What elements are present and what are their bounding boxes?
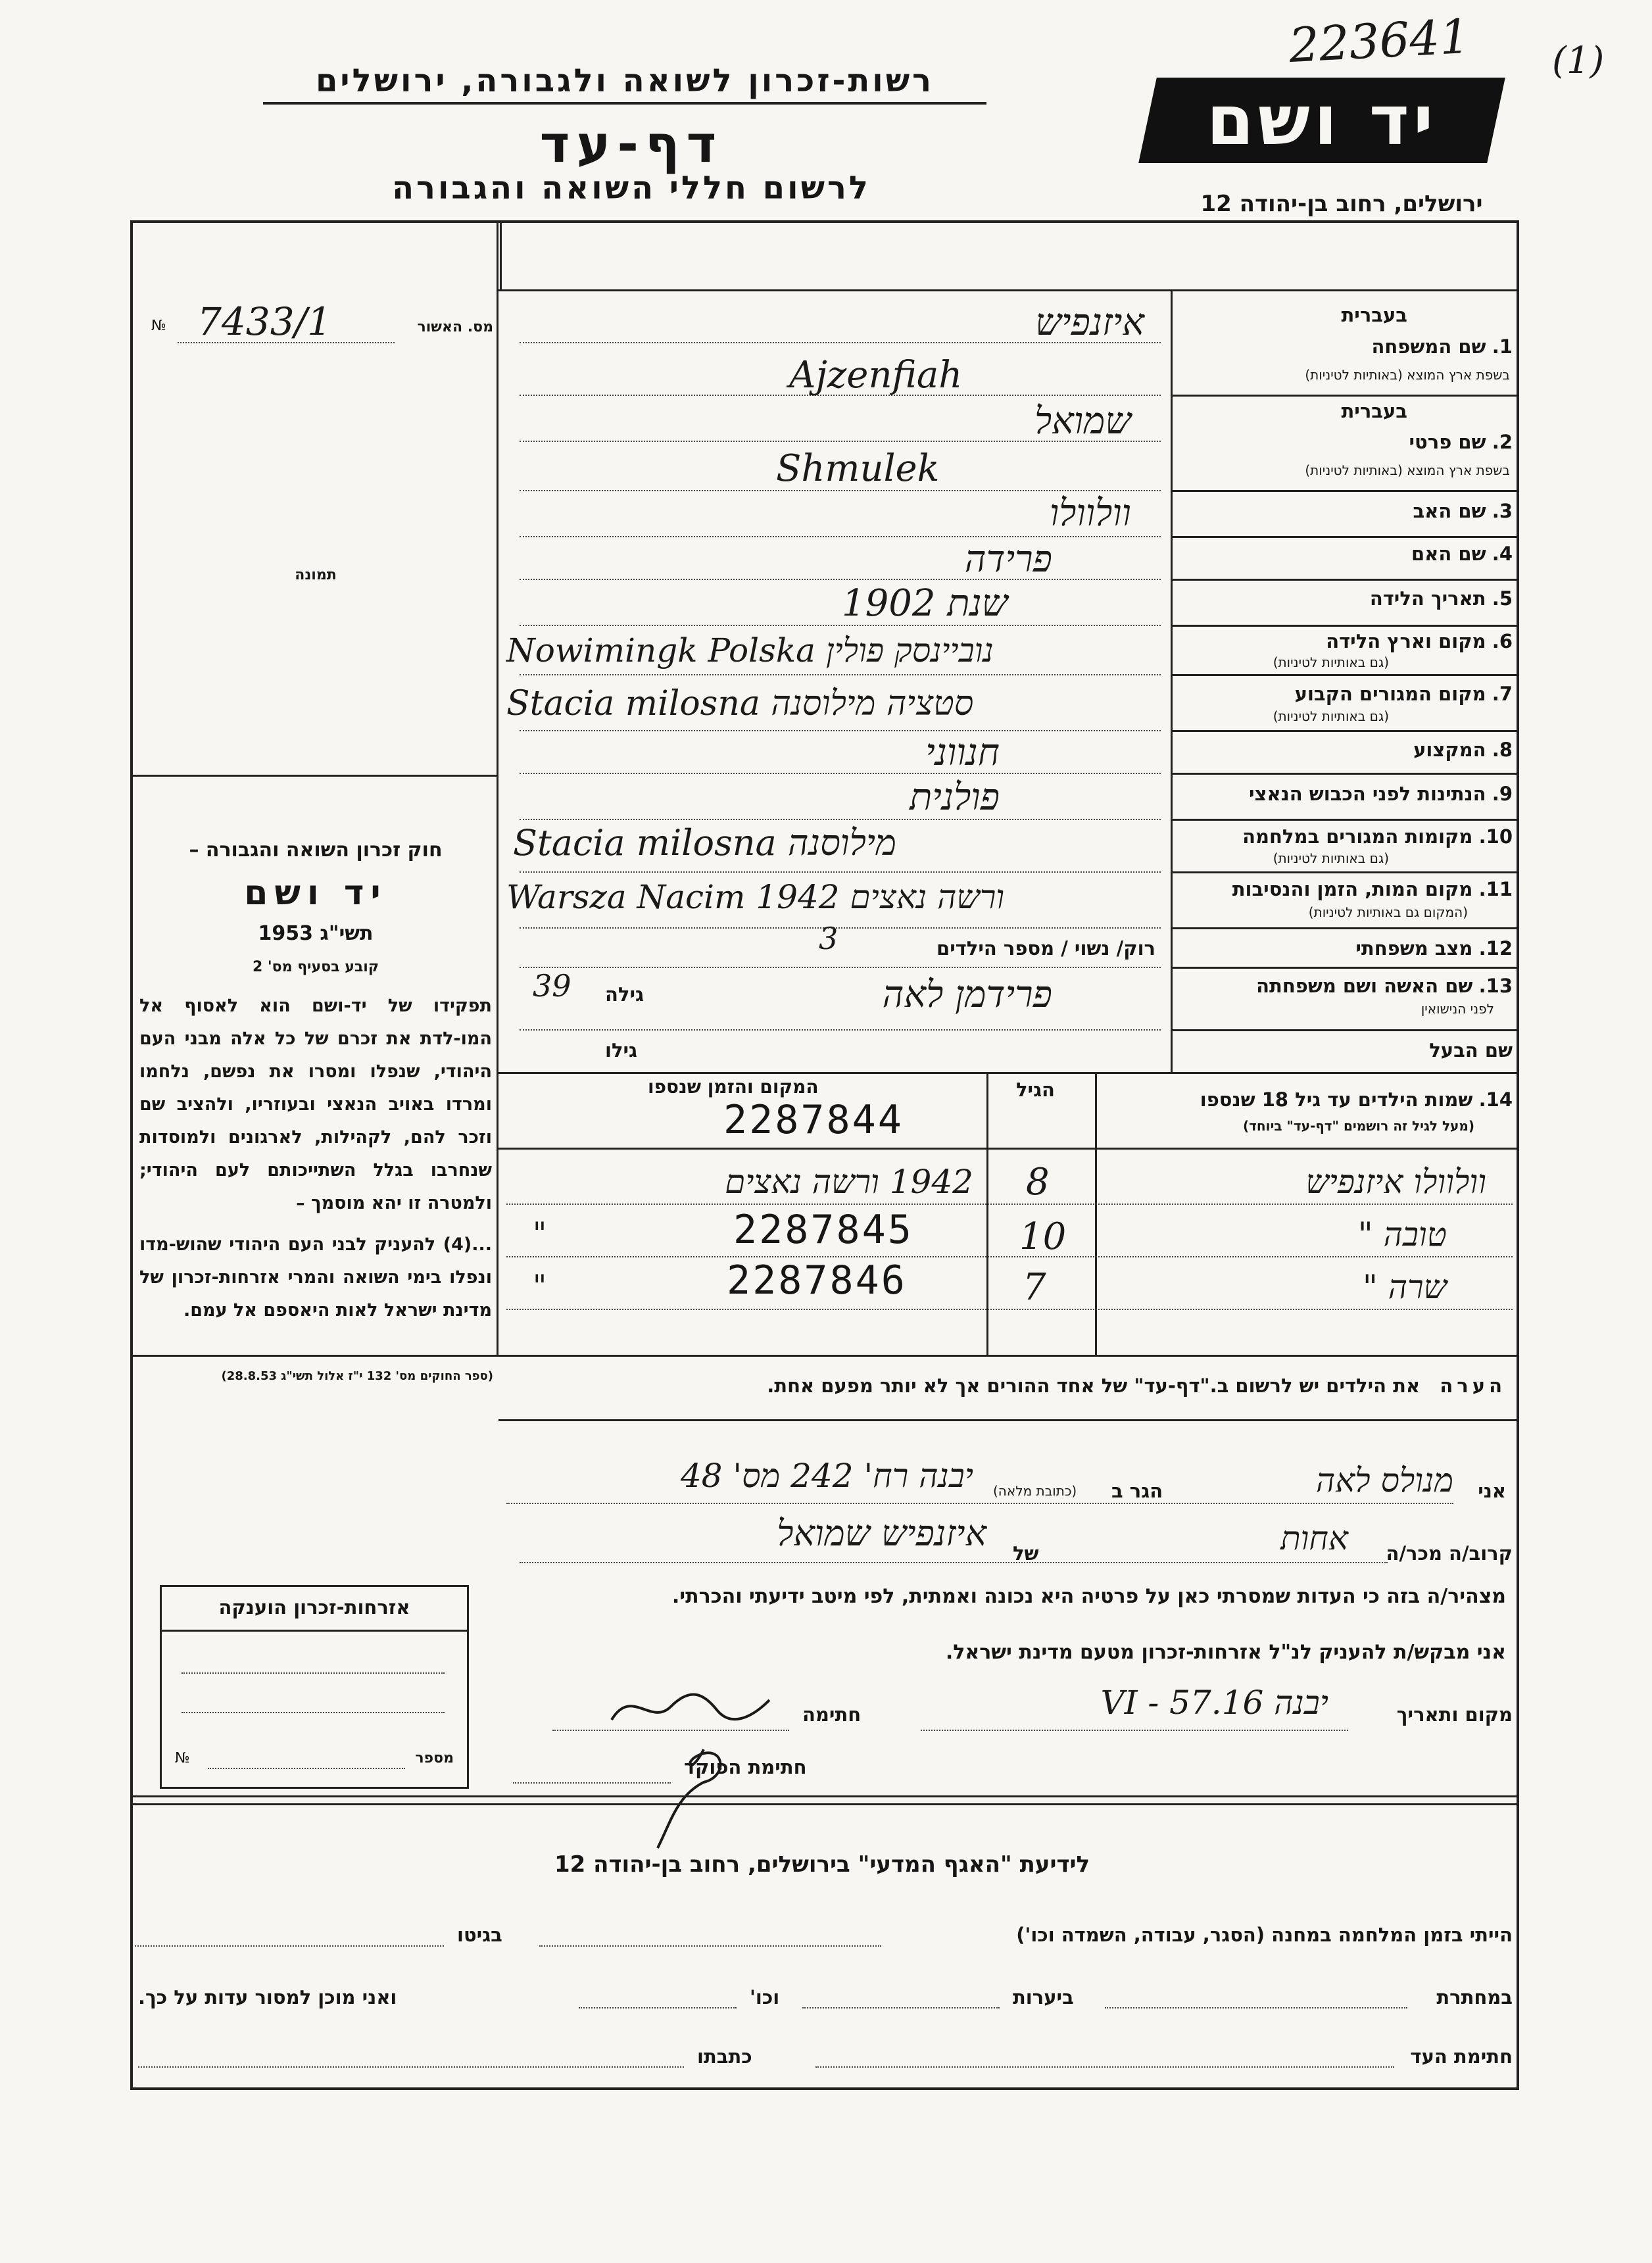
children-dotline-1	[506, 1204, 1513, 1205]
page-marker: (1)	[1552, 39, 1605, 82]
decl-dotline-1	[506, 1503, 1453, 1504]
citizenship-number-label: מספר	[415, 1750, 454, 1766]
field-11-label: 11. מקום המות, הזמן והנסיבות	[1232, 878, 1513, 900]
note-label: הערה	[1440, 1375, 1506, 1397]
photo-box-bottom	[130, 775, 498, 777]
field-4-label: 4. שם האם	[1411, 543, 1513, 565]
children-dotline-2	[506, 1256, 1513, 1257]
child-1-age: 8	[1026, 1161, 1050, 1204]
value-label-divider	[1171, 289, 1173, 1072]
citizenship-box-title: אזרחות-זכרון הוענקה	[218, 1596, 410, 1618]
footer-line1-b: בגיטו	[457, 1924, 502, 1946]
dotline-12	[520, 967, 1161, 968]
note-text: את הילדים יש לרשום ב."דף-עד" של אחד ההורים אך לא יותר מפעם אחת.	[767, 1375, 1421, 1397]
archive-number: 223641	[1287, 8, 1471, 74]
citizenship-number-symbol: №	[175, 1750, 190, 1766]
field-4-value: פרידה	[964, 538, 1052, 581]
field-2-value-latin: Shmulek	[776, 447, 940, 490]
form-subtitle: לרשום חללי השואה והגבורה	[392, 170, 871, 207]
dotline-11	[520, 927, 1161, 929]
decl-ani-value: מנולס לאה	[1315, 1461, 1453, 1499]
field-husband-age-label: גילו	[605, 1039, 637, 1061]
children-title: 14. שמות הילדים עד גיל 18 שנספו	[1200, 1088, 1513, 1111]
field-8-value: חנווני	[925, 731, 1000, 774]
decl-of-label: של	[1013, 1542, 1039, 1565]
field-1-value-latin: Ajzenfiah	[789, 354, 963, 397]
field-13-age-value: 39	[533, 968, 571, 1004]
decl-relative-value: אחות	[1280, 1519, 1348, 1557]
field-1-label: 1. שם המשפחה	[1371, 335, 1513, 358]
child-2-stamp: 2287845	[733, 1207, 913, 1253]
footer-line2-dots-3	[579, 2007, 737, 2008]
children-col-divider-2	[1095, 1072, 1097, 1355]
children-place-header: המקום והזמן שנספו	[648, 1076, 819, 1098]
decl-place-date-dots	[921, 1730, 1348, 1731]
children-subtitle: (מעל לגיל זה רושמים "דף-עד" ביוחד)	[1242, 1118, 1474, 1134]
photo-label: תמונה	[295, 567, 337, 583]
confirmation-no-symbol: №	[151, 318, 166, 334]
field-1-sub: בשפת ארץ המוצא (באותיות לטיניות)	[1305, 367, 1510, 383]
dotline-9	[520, 819, 1161, 820]
footer-line2-a: במחתרת	[1436, 1986, 1513, 2008]
field-7-sub: (גם באותיות לטיניות)	[1273, 708, 1389, 724]
child-1-place: 1942 ורשה נאצים	[725, 1163, 973, 1201]
row-sep-6	[1171, 674, 1519, 676]
note-bottom-rule	[498, 1419, 1519, 1421]
citizenship-dotline-1	[182, 1672, 445, 1674]
citizenship-box-rule	[162, 1630, 467, 1632]
confirmation-value: 7433/1	[197, 299, 332, 344]
footer-line3-a: חתימת העד	[1410, 2045, 1513, 2068]
field-3-label: 3. שם האב	[1413, 500, 1513, 522]
row-sep-2	[1171, 490, 1519, 492]
field-11-value: Warsza Nacim 1942 ורשה נאצים	[506, 878, 1005, 916]
field-2-sub: בשפת ארץ המוצא (באותיות לטיניות)	[1305, 462, 1510, 478]
dotline-6	[520, 674, 1161, 675]
footer-line3-dots-1	[815, 2066, 1394, 2068]
address: ירושלים, רחוב בן-יהודה 12	[1200, 191, 1483, 217]
child-3-name: שרה "	[1362, 1268, 1447, 1306]
footer-line1-dots	[539, 1945, 881, 1947]
field-12-value: 3	[819, 921, 838, 956]
dotline-10	[520, 871, 1161, 873]
decl-resides-label: הגר ב	[1111, 1480, 1163, 1502]
signature-mark	[605, 1680, 776, 1733]
top-band-line	[498, 289, 1519, 291]
dotline-2b	[520, 490, 1161, 491]
child-2-age: 10	[1019, 1215, 1067, 1258]
law-name: יד ושם	[244, 873, 387, 913]
children-age-header: הגיל	[1016, 1079, 1055, 1101]
form-title: דף-עד	[539, 115, 723, 174]
law-year: תשי"ג 1953	[258, 922, 374, 945]
field-6-sub: (גם באותיות לטיניות)	[1273, 654, 1389, 670]
children-header-rule	[498, 1148, 1519, 1150]
confirmation-row	[138, 299, 493, 352]
child-2-name: טובה "	[1357, 1215, 1447, 1253]
field-3-value: וולוולו	[1049, 492, 1131, 535]
decl-place-date-label: מקום ותאריך	[1396, 1703, 1513, 1726]
row-sep-3	[1171, 536, 1519, 538]
children-col-divider-1	[986, 1072, 988, 1355]
footer-line2-b: ביערות	[1013, 1986, 1074, 2008]
confirmation-label: מס. האשור	[417, 319, 493, 335]
field-7-label: 7. מקום המגורים הקבוע	[1294, 683, 1513, 705]
field-husband-label: שם הבעל	[1429, 1039, 1513, 1061]
confirmation-dots	[178, 342, 395, 343]
field-8-label: 8. המקצוע	[1413, 739, 1513, 761]
field-1-lang: בעברית	[1341, 304, 1407, 326]
citizenship-number-dots	[208, 1768, 405, 1769]
decl-signature-label: חתימה	[802, 1703, 862, 1726]
footer-line2-dots-2	[802, 2007, 1000, 2008]
field-6-label: 6. מקום וארץ הלידה	[1326, 630, 1513, 652]
footer-line3-b: כתבתו	[697, 2045, 752, 2068]
field-2-lang: בעברית	[1341, 400, 1407, 422]
children-stamp-top: 2287844	[723, 1097, 904, 1143]
child-3-place: "	[533, 1268, 547, 1303]
org-line: רשות-זכרון לשואה ולגבורה, ירושלים	[315, 62, 935, 99]
field-1-value-he: איזנפיש	[1035, 301, 1144, 344]
field-13-sub: לפני הנישואין	[1421, 1001, 1494, 1017]
field-10-value: Stacia milosna מילוסנה	[513, 822, 897, 864]
citizenship-dotline-2	[182, 1712, 445, 1713]
row-sep-9	[1171, 819, 1519, 821]
decl-declare-line: מצהיר/ה בזה כי העדות שמסרתי כאן על פרטיה היא נכונה ואמתית, לפי מיטב ידיעתי והכרתי.	[671, 1585, 1506, 1608]
row-sep-11	[1171, 927, 1519, 929]
footer-line1-dots-2	[135, 1945, 444, 1947]
field-6-value: Nowimingk Polska נוביינסק פולין	[506, 631, 994, 669]
field-13-label: 13. שם האשה ושם משפחתה	[1256, 975, 1513, 997]
field-13-age-label: גילה	[605, 983, 644, 1006]
footer-title: לידיעת "האגף המדעי" בירושלים, רחוב בן-יהודה 12	[554, 1851, 1090, 1878]
decl-of-value: איזנפיש שמואל	[777, 1513, 986, 1554]
children-dotline-3	[506, 1309, 1513, 1310]
dotline-3	[520, 536, 1161, 537]
footer-line3-dots-2	[138, 2066, 684, 2068]
footer-rule-1	[130, 1795, 1519, 1797]
row-sep-7	[1171, 730, 1519, 732]
child-3-stamp: 2287846	[727, 1257, 907, 1303]
children-top-rule	[498, 1072, 1519, 1074]
decl-request-line: אני מבקש/ת להעניק לנ"ל אזרחות-זכרון מטעם מדינת ישראל.	[945, 1641, 1506, 1664]
row-sep-4	[1171, 579, 1519, 581]
field-10-sub: (גם באותיות לטיניות)	[1273, 850, 1389, 866]
note-row	[506, 1375, 1506, 1397]
decl-relative-label: קרוב/ה מכר/ה	[1386, 1542, 1513, 1565]
field-13-value: פרידמן לאה	[882, 973, 1052, 1016]
top-band-divider	[500, 220, 502, 289]
decl-officer-signature-label: חתימת הפוקד	[684, 1756, 807, 1778]
footer-line2-d: ואני מוכן למסור עדות על כך.	[138, 1986, 397, 2008]
field-2-label: 2. שם פרטי	[1409, 431, 1513, 453]
row-sep-12	[1171, 967, 1519, 969]
citizenship-box	[160, 1585, 469, 1789]
footer-line2-dots-1	[1105, 2007, 1407, 2008]
dotline-13	[520, 1029, 1161, 1031]
child-2-place: "	[533, 1215, 547, 1251]
law-title: חוק זכרון השואה והגבורה –	[189, 839, 443, 862]
org-underline	[263, 102, 986, 105]
row-sep-10	[1171, 871, 1519, 873]
field-12-label: 12. מצב משפחתי	[1355, 937, 1513, 960]
signature-scribble	[605, 1680, 776, 1733]
child-3-age: 7	[1023, 1266, 1046, 1309]
decl-resides-value: יבנה רח' 242 מס' 48	[680, 1457, 973, 1495]
footer-line1-a: הייתי בזמן המלחמה במחנה (הסגר, עבודה, השמדה וכו')	[1016, 1924, 1513, 1946]
field-12-inline-label: רוק/ נשוי / מספר הילדים	[936, 937, 1155, 960]
children-bottom-rule	[130, 1355, 1519, 1357]
field-9-value: פולנית	[910, 776, 1000, 819]
child-1-name: וולוולו איזנפיש	[1305, 1163, 1486, 1201]
left-column-divider	[497, 220, 498, 1355]
law-text-2: ...(4) להעניק לבני העם היהודי שהוש-מדו ונפלו בימי השואה והמרי אזרחות-זכרון של מדינת ישראל לאות היאספם אל עמם.	[139, 1234, 492, 1321]
logo-text: יד ושם	[1206, 80, 1438, 160]
decl-ani-label: אני	[1478, 1480, 1506, 1502]
row-sep-1	[1171, 395, 1519, 397]
field-11-sub: (המקום גם באותיות לטיניות)	[1308, 904, 1468, 920]
footer-rule-2	[130, 1803, 1519, 1805]
field-7-value: Stacia milosna סטציה מילוסנה	[506, 684, 974, 723]
law-reference: (ספר החוקים מס' 132 י"ז אלול תשי"ג 28.8.53)	[221, 1369, 493, 1383]
decl-dotline-2	[520, 1562, 1388, 1563]
law-text: תפקידו של יד-ושם הוא לאסוף אל המו-לדת את זכרם של כל אלה מבני העם היהודי, שנפלו ומסרו את נפשם, נלחמו ומרדו באויב הנאצי ובעוזריו, ולהציב שם וזכר להם, לקהילות, לארגונים ולמוסדות שנחרבו בגלל השתייכותם לעם היהודי; ולמטרה זו יהא מוסמך –	[139, 996, 492, 1213]
dotline-5	[520, 625, 1161, 626]
decl-resides-sub: (כתובת מלאה)	[993, 1483, 1077, 1499]
decl-place-date-value: יבנה 16.VI - 57	[1100, 1684, 1328, 1722]
row-sep-5	[1171, 625, 1519, 627]
field-10-label: 10. מקומות המגורים במלחמה	[1242, 825, 1513, 848]
field-9-label: 9. הנתינות לפני הכבוש הנאצי	[1249, 783, 1513, 805]
row-sep-13	[1171, 1029, 1519, 1031]
field-2-value-he: שמואל	[1034, 400, 1131, 443]
field-5-value: 1902 שנת	[842, 582, 1008, 625]
field-5-label: 5. תאריך הלידה	[1369, 587, 1513, 610]
law-clause: קובע בסעיף מס' 2	[252, 959, 379, 975]
footer-line2-c: וכו'	[750, 1986, 780, 2008]
row-sep-8	[1171, 773, 1519, 775]
yad-vashem-logo	[1138, 78, 1505, 163]
